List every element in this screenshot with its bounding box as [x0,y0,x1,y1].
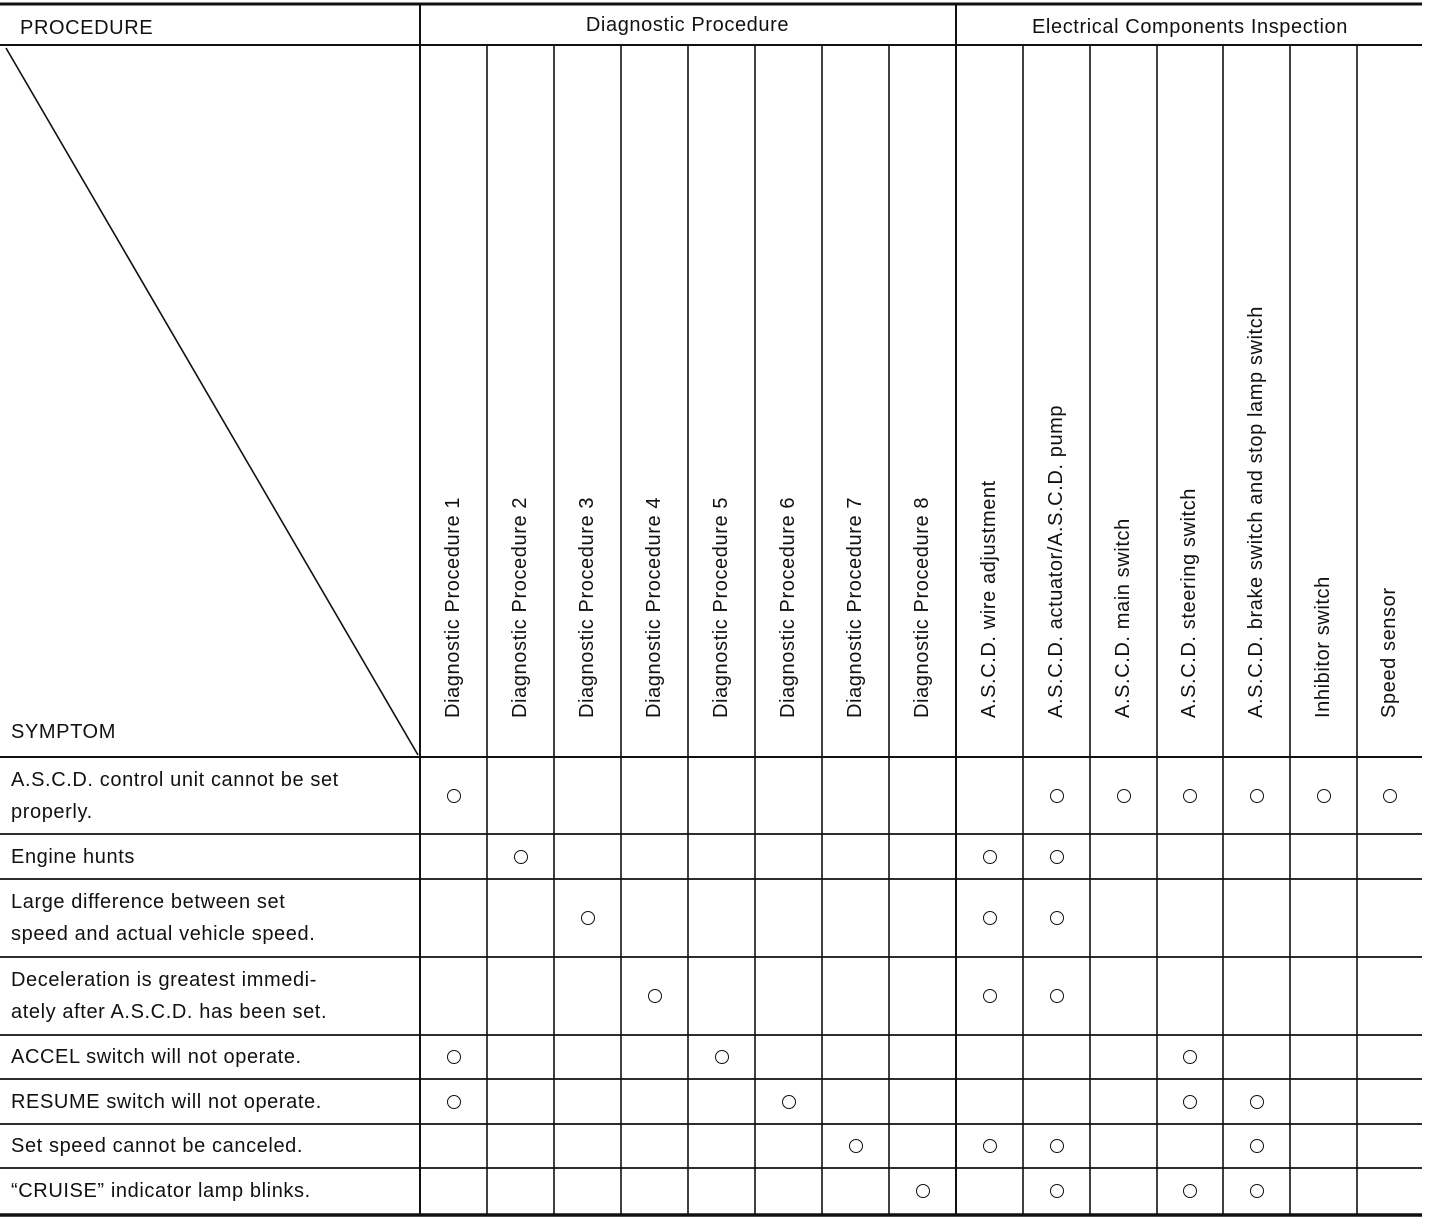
column-header: Diagnostic Procedure 6 [776,496,799,718]
check-circle-mark [447,789,461,803]
column-header: A.S.C.D. wire adjustment [977,480,1000,718]
check-circle-mark [1117,789,1131,803]
check-circle-mark [983,911,997,925]
column-header: Diagnostic Procedure 8 [910,496,933,718]
column-header: Diagnostic Procedure 4 [642,496,665,718]
symptom-cell [11,964,411,1028]
symptom-text-line: “CRUISE” indicator lamp blinks. [11,1180,311,1202]
corner-diagonal-line [6,48,418,755]
check-circle-mark [1250,789,1264,803]
symptom-text-line: Large difference between set [11,891,286,913]
symptom-cell [11,841,411,873]
check-circle-mark [1050,850,1064,864]
check-circle-mark [1183,789,1197,803]
check-circle-mark [581,911,595,925]
column-header: Diagnostic Procedure 3 [575,496,598,718]
symptom-text-line: A.S.C.D. control unit cannot be set [11,768,339,791]
check-circle-mark [983,989,997,1003]
check-circle-mark [849,1139,863,1153]
column-header: Diagnostic Procedure 2 [508,496,531,718]
symptom-text-line: Set speed cannot be canceled. [11,1135,304,1157]
check-circle-mark [1250,1184,1264,1198]
check-circle-mark [1050,989,1064,1003]
symptom-cell [11,886,411,950]
symptom-text-line: RESUME switch will not operate. [11,1090,322,1113]
symptom-text-line: properly. [11,800,93,823]
check-circle-mark [1050,789,1064,803]
symptom-cell [11,1175,411,1207]
symptom-cell [11,1086,411,1118]
symptom-text-line: ACCEL switch will not operate. [11,1046,302,1068]
check-circle-mark [1317,789,1331,803]
check-circle-mark [1250,1139,1264,1153]
symptom-text-line: Deceleration is greatest immedi- [11,969,317,991]
symptom-text-line: speed and actual vehicle speed. [11,923,316,945]
column-header: Diagnostic Procedure 1 [441,496,464,718]
check-circle-mark [782,1095,796,1109]
check-circle-mark [916,1184,930,1198]
check-circle-mark [983,1139,997,1153]
column-header: A.S.C.D. steering switch [1178,487,1200,718]
column-header: A.S.C.D. brake switch and stop lamp switch [1244,305,1267,718]
column-header: A.S.C.D. main switch [1111,518,1134,718]
check-circle-mark [1050,1184,1064,1198]
column-header: Diagnostic Procedure 5 [709,496,732,718]
check-circle-mark [1383,789,1397,803]
check-circle-mark [447,1050,461,1064]
check-circle-mark [1050,911,1064,925]
check-circle-mark [1183,1050,1197,1064]
check-circle-mark [514,850,528,864]
check-circle-mark [1050,1139,1064,1153]
check-circle-mark [447,1095,461,1109]
check-circle-mark [1183,1095,1197,1109]
column-header: Diagnostic Procedure 7 [843,496,866,718]
check-circle-mark [1250,1095,1264,1109]
group-header-diagnostic-procedure: Diagnostic Procedure [585,14,790,36]
column-header: A.S.C.D. actuator/A.S.C.D. pump [1044,404,1067,718]
symptom-header-label: SYMPTOM [11,721,116,743]
procedure-header-label: PROCEDURE [20,17,154,39]
symptom-cell [11,1041,411,1073]
check-circle-mark [1183,1184,1197,1198]
symptom-cell [11,1130,411,1162]
symptom-text-line: ately after A.S.C.D. has been set. [11,1001,328,1023]
check-circle-mark [648,989,662,1003]
symptom-cell [11,764,411,828]
group-header-electrical-components-inspection: Electrical Components Inspection [1031,16,1349,38]
check-circle-mark [983,850,997,864]
symptom-text-line: Engine hunts [11,845,135,868]
column-header: Speed sensor [1377,587,1400,718]
check-circle-mark [715,1050,729,1064]
column-header: Inhibitor switch [1311,576,1334,718]
